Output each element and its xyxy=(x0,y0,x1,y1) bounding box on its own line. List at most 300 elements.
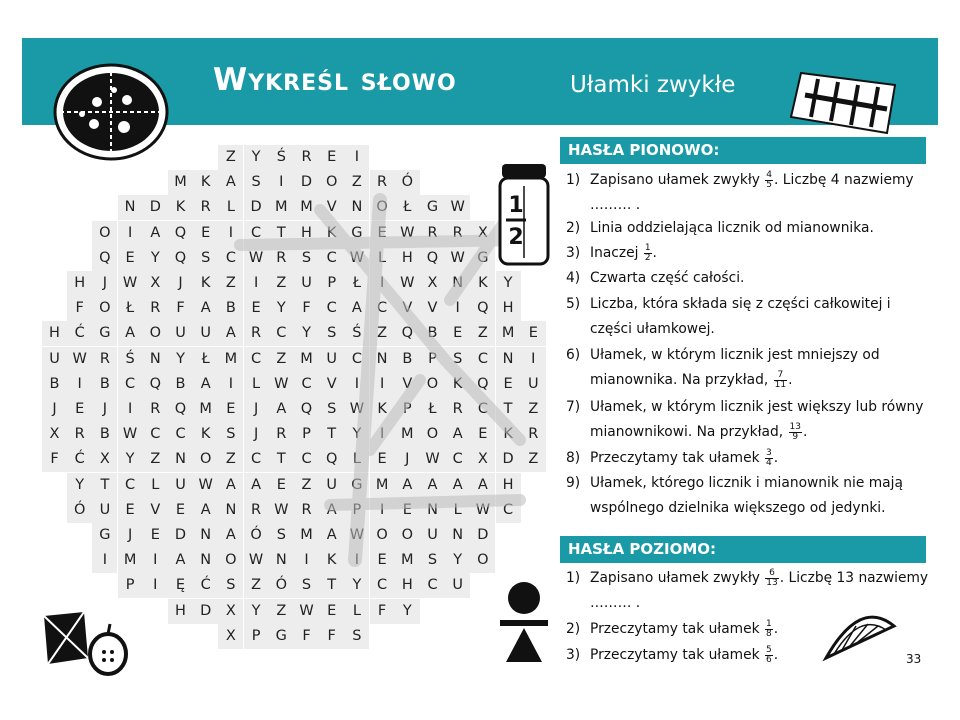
grid-cell: A xyxy=(395,473,420,498)
page-number: 33 xyxy=(906,652,922,666)
grid-cell: Q xyxy=(319,447,344,472)
grid-cell: J xyxy=(42,397,67,422)
grid-cell: C xyxy=(269,321,294,346)
grid-cell: W xyxy=(118,271,143,296)
grid-cell: S xyxy=(269,523,294,548)
grid-cell: V xyxy=(420,296,445,321)
grid-cell: K xyxy=(370,397,395,422)
clue-text xyxy=(590,446,930,471)
grid-cell: Ć xyxy=(193,573,218,598)
grid-cell: E xyxy=(168,498,193,523)
grid-cell: X xyxy=(143,271,168,296)
grid-cell: X xyxy=(218,624,243,649)
clue-text xyxy=(590,168,930,218)
grid-cell: N xyxy=(269,548,294,573)
grid-cell: Y xyxy=(344,422,369,447)
grid-cell: E xyxy=(269,473,294,498)
grid-cell: I xyxy=(244,271,269,296)
jar-icon xyxy=(496,160,552,268)
grid-cell: Z xyxy=(269,271,294,296)
grid-cell: Ó xyxy=(244,523,269,548)
fraction-numerator: 13 xyxy=(789,421,801,432)
grid-cell: Y xyxy=(496,271,521,296)
grid-cell: L xyxy=(218,195,243,220)
grid-cell: K xyxy=(496,422,521,447)
grid-cell: U xyxy=(420,523,445,548)
grid-cell: O xyxy=(92,221,117,246)
clue-text xyxy=(590,216,930,241)
grid-cell: M xyxy=(496,321,521,346)
grid-cell: F xyxy=(67,296,92,321)
grid-cell: X xyxy=(92,447,117,472)
grid-cell: Z xyxy=(344,170,369,195)
clue-text-part: Przeczytamy tak ułamek xyxy=(590,621,764,637)
clue-text-part: Przeczytamy tak ułamek xyxy=(590,450,764,466)
grid-cell: X xyxy=(470,221,495,246)
clue-text xyxy=(590,266,930,291)
grid-cell: B xyxy=(395,347,420,372)
grid-cell: Q xyxy=(294,397,319,422)
grid-cell: C xyxy=(118,372,143,397)
grid-cell: I xyxy=(370,372,395,397)
grid-cell: K xyxy=(470,271,495,296)
grid-cell: Z xyxy=(521,397,546,422)
fraction-numerator: 6 xyxy=(765,569,778,579)
grid-cell: I xyxy=(118,397,143,422)
grid-cell: N xyxy=(420,498,445,523)
grid-cell: H xyxy=(67,271,92,296)
grid-cell: T xyxy=(269,221,294,246)
grid-cell: S xyxy=(319,397,344,422)
grid-cell: N xyxy=(445,271,470,296)
grid-cell: N xyxy=(193,548,218,573)
grid-cell: F xyxy=(168,296,193,321)
clue-text xyxy=(590,343,930,393)
grid-cell: R xyxy=(193,195,218,220)
fraction-numerator: 1 xyxy=(766,618,772,629)
grid-cell: M xyxy=(218,347,243,372)
grid-cell: T xyxy=(319,573,344,598)
clue-text-part: Czwarta część całości. xyxy=(590,270,745,286)
clue-text-part: Zapisano ułamek zwykły xyxy=(590,172,765,188)
grid-cell: L xyxy=(344,447,369,472)
stick-figure-icon xyxy=(496,580,552,666)
grid-cell: O xyxy=(470,548,495,573)
grid-cell: Y xyxy=(143,246,168,271)
jar-denominator: 2 xyxy=(508,225,524,250)
grid-cell: W xyxy=(344,397,369,422)
tangram-icon xyxy=(40,608,130,678)
grid-cell: J xyxy=(244,422,269,447)
grid-cell: P xyxy=(319,271,344,296)
grid-cell: N xyxy=(370,347,395,372)
grid-cell: U xyxy=(193,321,218,346)
jar-numerator: 1 xyxy=(508,193,524,218)
grid-cell: R xyxy=(445,397,470,422)
grid-cell: W xyxy=(395,271,420,296)
grid-cell: I xyxy=(445,296,470,321)
grid-cell: C xyxy=(470,347,495,372)
grid-cell: P xyxy=(244,624,269,649)
grid-cell: S xyxy=(294,246,319,271)
grid-cell: Y xyxy=(118,447,143,472)
grid-cell: A xyxy=(269,397,294,422)
grid-cell: F xyxy=(294,296,319,321)
grid-cell: I xyxy=(218,221,243,246)
grid-cell: F xyxy=(319,624,344,649)
grid-cell: I xyxy=(218,372,243,397)
grid-cell: M xyxy=(395,548,420,573)
grid-cell: S xyxy=(420,548,445,573)
fraction-denominator: 4 xyxy=(766,457,772,468)
grid-cell: X xyxy=(420,271,445,296)
grid-cell: M xyxy=(370,473,395,498)
grid-cell: B xyxy=(42,372,67,397)
grid-cell: Z xyxy=(218,271,243,296)
grid-cell: H xyxy=(496,473,521,498)
grid-cell: N xyxy=(445,523,470,548)
grid-cell: Y xyxy=(168,347,193,372)
grid-cell: W xyxy=(67,347,92,372)
grid-cell: K xyxy=(319,548,344,573)
grid-cell: M xyxy=(193,397,218,422)
grid-cell: I xyxy=(344,548,369,573)
clue-number: 7) xyxy=(566,399,581,415)
grid-cell: E xyxy=(67,397,92,422)
grid-cell: Z xyxy=(218,447,243,472)
grid-cell: R xyxy=(269,246,294,271)
grid-cell: C xyxy=(244,447,269,472)
clue-number: 5) xyxy=(566,296,581,312)
grid-cell: J xyxy=(92,271,117,296)
clue-text-part: . Liczbę 4 nazwiemy xyxy=(774,172,914,188)
grid-cell: R xyxy=(244,321,269,346)
grid-cell: G xyxy=(92,321,117,346)
grid-cell: L xyxy=(344,599,369,624)
grid-cell: E xyxy=(496,372,521,397)
grid-cell: K xyxy=(193,422,218,447)
grid-cell: U xyxy=(294,271,319,296)
grid-cell: I xyxy=(294,548,319,573)
grid-cell: Z xyxy=(244,573,269,598)
clue-text-part: Ułamek, którego licznik i mianownik nie mają xyxy=(590,475,903,491)
grid-cell: R xyxy=(67,422,92,447)
grid-cell: E xyxy=(244,296,269,321)
grid-cell: R xyxy=(294,498,319,523)
grid-cell: A xyxy=(193,372,218,397)
grid-cell: Ł xyxy=(193,347,218,372)
grid-cell: A xyxy=(420,473,445,498)
grid-cell: L xyxy=(143,473,168,498)
grid-cell: Ć xyxy=(67,447,92,472)
grid-cell: A xyxy=(218,321,243,346)
grid-cell: I xyxy=(521,347,546,372)
grid-cell: G xyxy=(344,473,369,498)
grid-cell: B xyxy=(218,296,243,321)
grid-cell: Q xyxy=(470,296,495,321)
clue-number: 3) xyxy=(566,647,581,663)
grid-cell: R xyxy=(445,221,470,246)
grid-cell: N xyxy=(496,347,521,372)
grid-cell: Z xyxy=(218,145,243,170)
grid-cell: T xyxy=(496,397,521,422)
grid-cell: J xyxy=(244,397,269,422)
grid-cell: D xyxy=(193,599,218,624)
grid-cell: W xyxy=(344,246,369,271)
grid-cell: S xyxy=(218,422,243,447)
grid-cell: S xyxy=(319,321,344,346)
grid-cell: E xyxy=(370,221,395,246)
fraction-numerator: 4 xyxy=(766,169,773,180)
grid-cell: P xyxy=(294,422,319,447)
grid-cell: N xyxy=(168,447,193,472)
grid-cell: J xyxy=(118,523,143,548)
grid-cell: Q xyxy=(143,372,168,397)
grid-cell: Q xyxy=(470,372,495,397)
fraction-numerator: 1 xyxy=(644,242,651,253)
clue-text-part: Ułamek, w którym licznik jest większy lub równy xyxy=(590,399,924,415)
grid-cell: W xyxy=(269,498,294,523)
grid-cell: Q xyxy=(168,246,193,271)
grid-cell: A xyxy=(193,296,218,321)
grid-cell: H xyxy=(395,246,420,271)
grid-cell: G xyxy=(344,221,369,246)
grid-cell: L xyxy=(370,246,395,271)
grid-cell: O xyxy=(420,372,445,397)
grid-cell: D xyxy=(244,195,269,220)
grid-cell: M xyxy=(294,523,319,548)
grid-cell: C xyxy=(319,246,344,271)
grid-cell: K xyxy=(445,372,470,397)
grid-cell: V xyxy=(395,372,420,397)
grid-cell: R xyxy=(143,397,168,422)
grid-cell: I xyxy=(118,221,143,246)
grid-cell: Y xyxy=(445,548,470,573)
grid-cell: E xyxy=(370,447,395,472)
grid-cell: Ś xyxy=(269,145,294,170)
clue-text-part: Liczba, która składa się z części całkowitej i xyxy=(590,296,891,312)
fraction-numerator: 5 xyxy=(766,644,772,655)
fraction xyxy=(765,449,773,468)
grid-cell: Ł xyxy=(395,195,420,220)
grid-cell: O xyxy=(143,321,168,346)
grid-cell: C xyxy=(344,347,369,372)
grid-cell: W xyxy=(294,599,319,624)
clue-number: 6) xyxy=(566,347,581,363)
grid-cell: W xyxy=(445,195,470,220)
fraction-numerator: 7 xyxy=(774,371,787,381)
grid-cell: S xyxy=(218,573,243,598)
grid-cell: O xyxy=(370,195,395,220)
grid-cell: F xyxy=(370,599,395,624)
grid-cell: I xyxy=(92,548,117,573)
grid-cell: A xyxy=(445,473,470,498)
clue-text-part: Inaczej xyxy=(590,245,643,261)
grid-cell: D xyxy=(496,447,521,472)
grid-cell: Z xyxy=(370,321,395,346)
fraction-denominator: 11 xyxy=(774,379,787,390)
grid-cell: M xyxy=(294,195,319,220)
grid-cell: O xyxy=(92,296,117,321)
grid-cell: E xyxy=(118,246,143,271)
grid-cell: A xyxy=(218,170,243,195)
grid-cell: T xyxy=(319,422,344,447)
clue-text-continued: ……… . xyxy=(590,595,641,611)
grid-cell: M xyxy=(168,170,193,195)
grid-cell: M xyxy=(269,195,294,220)
grid-cell: Z xyxy=(143,447,168,472)
grid-cell: B xyxy=(168,372,193,397)
grid-cell: Y xyxy=(395,599,420,624)
grid-cell: Ó xyxy=(67,498,92,523)
grid-cell: D xyxy=(168,523,193,548)
fraction-numerator: 3 xyxy=(766,447,772,458)
grid-cell: M xyxy=(294,347,319,372)
clue-text xyxy=(590,471,930,521)
clue-number: 3) xyxy=(566,245,581,261)
fraction-denominator: 8 xyxy=(766,628,772,639)
grid-cell: N xyxy=(118,195,143,220)
fraction-denominator: 9 xyxy=(792,431,799,442)
grid-cell: A xyxy=(344,296,369,321)
clue-text-part: . xyxy=(788,372,793,388)
grid-cell: Z xyxy=(521,447,546,472)
clue-number: 9) xyxy=(566,475,581,491)
clue-number: 8) xyxy=(566,450,581,466)
grid-cell: J xyxy=(395,447,420,472)
grid-cell: I xyxy=(143,548,168,573)
grid-cell: Ś xyxy=(344,321,369,346)
grid-cell: C xyxy=(420,573,445,598)
grid-cell: M xyxy=(118,548,143,573)
grid-cell: P xyxy=(395,397,420,422)
grid-cell: X xyxy=(218,599,243,624)
clue-text xyxy=(590,617,930,642)
page-subtitle: Ułamki zwykłe xyxy=(570,72,736,98)
clue-text xyxy=(590,395,930,445)
grid-cell: I xyxy=(143,573,168,598)
grid-cell: W xyxy=(445,246,470,271)
grid-cell: D xyxy=(143,195,168,220)
fraction-denominator: 2 xyxy=(644,252,651,263)
grid-cell: O xyxy=(420,422,445,447)
grid-cell: I xyxy=(269,170,294,195)
fraction xyxy=(765,620,773,639)
grid-cell: D xyxy=(470,523,495,548)
grid-cell: R xyxy=(92,347,117,372)
grid-cell: Y xyxy=(344,573,369,598)
clue-text-part: Ułamek, w którym licznik jest mniejszy od xyxy=(590,347,880,363)
grid-cell: Ł xyxy=(420,397,445,422)
clue-text-part: . xyxy=(802,424,808,440)
grid-cell: W xyxy=(344,523,369,548)
grid-cell: Q xyxy=(395,321,420,346)
grid-cell: Ł xyxy=(118,296,143,321)
grid-cell: C xyxy=(244,221,269,246)
fraction xyxy=(765,171,773,190)
clue-text-part: . xyxy=(773,621,779,637)
grid-cell: C xyxy=(244,347,269,372)
grid-cell: S xyxy=(445,347,470,372)
fraction xyxy=(789,423,802,442)
grid-cell: Y xyxy=(269,296,294,321)
grid-cell: S xyxy=(294,573,319,598)
grid-cell: A xyxy=(470,473,495,498)
clue-text-part: Przeczytamy tak ułamek xyxy=(590,647,764,663)
grid-cell: U xyxy=(521,372,546,397)
clue-text-continued: wspólnego dzielnika większego od jedynki. xyxy=(590,500,886,516)
grid-cell: U xyxy=(42,347,67,372)
grid-cell: K xyxy=(193,170,218,195)
fraction xyxy=(774,371,787,390)
grid-cell: U xyxy=(168,473,193,498)
grid-cell: P xyxy=(420,347,445,372)
grid-cell: S xyxy=(193,246,218,271)
comb-icon xyxy=(783,55,903,140)
grid-cell: E xyxy=(193,221,218,246)
grid-cell: K xyxy=(319,221,344,246)
fraction xyxy=(765,569,778,588)
grid-cell: Y xyxy=(244,145,269,170)
grid-cell: A xyxy=(193,498,218,523)
clue-number: 2) xyxy=(566,621,581,637)
grid-cell: G xyxy=(92,523,117,548)
grid-cell: C xyxy=(294,372,319,397)
grid-cell: C xyxy=(445,447,470,472)
grid-cell: A xyxy=(319,498,344,523)
grid-cell: A xyxy=(218,523,243,548)
grid-cell: R xyxy=(294,145,319,170)
grid-cell: C xyxy=(370,296,395,321)
grid-cell: C xyxy=(319,296,344,321)
grid-cell: L xyxy=(445,498,470,523)
fraction xyxy=(644,244,652,263)
clue-text xyxy=(590,643,930,668)
horizontal-clues-heading: HASŁA POZIOMO: xyxy=(560,536,926,563)
grid-cell: U xyxy=(92,498,117,523)
grid-cell: Ł xyxy=(344,271,369,296)
grid-cell: I xyxy=(370,498,395,523)
grid-cell: Q xyxy=(420,246,445,271)
clue-number: 4) xyxy=(566,270,581,286)
grid-cell: W xyxy=(269,372,294,397)
clue-text-part: Zapisano ułamek zwykły xyxy=(590,570,765,586)
grid-cell: C xyxy=(496,498,521,523)
vertical-clues-heading: HASŁA PIONOWO: xyxy=(560,137,926,164)
grid-cell: E xyxy=(395,498,420,523)
grid-cell: J xyxy=(92,397,117,422)
grid-cell: N xyxy=(344,195,369,220)
grid-cell: C xyxy=(218,246,243,271)
grid-cell: B xyxy=(92,422,117,447)
grid-cell: O xyxy=(319,170,344,195)
grid-cell: H xyxy=(168,599,193,624)
grid-cell: E xyxy=(118,498,143,523)
grid-cell: E xyxy=(445,321,470,346)
grid-cell: A xyxy=(244,473,269,498)
grid-cell: R xyxy=(143,296,168,321)
clue-text xyxy=(590,241,930,266)
grid-cell: Ó xyxy=(395,170,420,195)
grid-cell: U xyxy=(445,573,470,598)
grid-cell: V xyxy=(395,296,420,321)
grid-cell: Z xyxy=(269,347,294,372)
grid-cell: H xyxy=(395,573,420,598)
grid-cell: P xyxy=(118,573,143,598)
grid-cell: Y xyxy=(244,599,269,624)
fraction-denominator: 5 xyxy=(766,179,773,190)
grid-cell: E xyxy=(143,523,168,548)
